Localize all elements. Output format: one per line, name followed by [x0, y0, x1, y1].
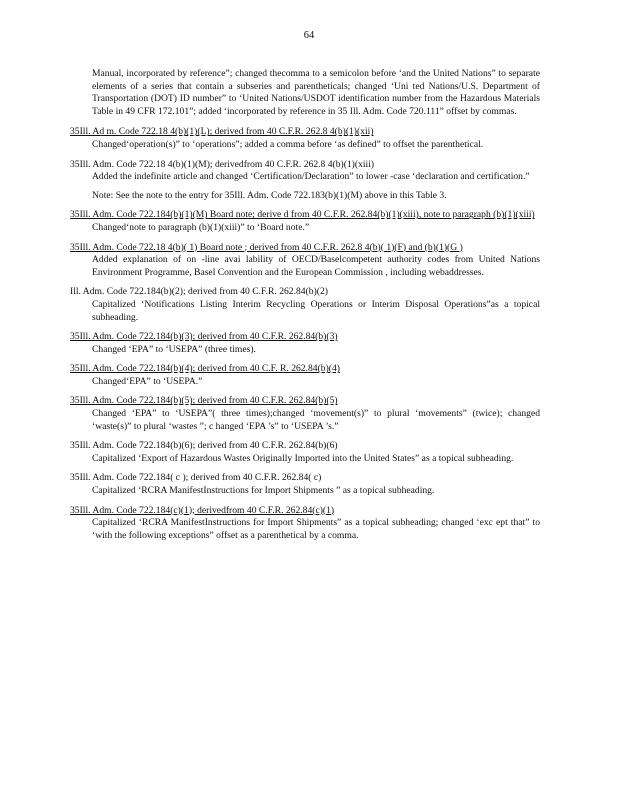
entry-heading: 35Ill. Adm. Code 722.184(b)(1)(M) Board note; derive d from 40 C.F.R. 262.84(b)(1)(xiii), note to paragraph (b)(1)(xiii) [70, 209, 535, 221]
entry-text: Added the indefinite article and changed ‘Certification/Declaration” to lower -case ‘declaration and certification.” [92, 171, 530, 183]
entry-heading: 35Ill. Ad m. Code 722.18 4(b)(1)(L); derived from 40 C.F.R. 262.8 4(b)(1)(xii) [70, 126, 374, 138]
entry [70, 363, 540, 388]
entry-text: Changed‘EPA” to ‘USEPA.” [92, 375, 203, 387]
entry-heading: 35Ill. Adm. Code 722.184(b)(3); derived from 40 C.F.R. 262.84(b)(3) [70, 331, 338, 343]
entry-heading: 35Ill. Adm. Code 722.184( c ); derived from 40 C.F.R. 262.84( c) [70, 472, 322, 484]
entry-note: Note: See the note to the entry for 35Ill. Adm. Code 722.183(b)(1)(M) above in this Table 3. [92, 189, 447, 201]
entry-heading: 35Ill. Adm. Code 722.18 4(b)(1)(M); derivedfrom 40 C.F.R. 262.8 4(b)(1)(xiii) [70, 158, 375, 170]
entry [70, 209, 540, 234]
intro-paragraph: Manual, incorporated by reference”; changed thecomma to a semicolon before ‘and the United Nations” to separate elements of a series that contain a subseries and parentheticals; changed ‘Uni ted Nations/U.S. Department of Transportation (DOT) ID number” to ‘United Nations/USDOT identification number from the Hazardous Materials Table in 49 CFR 172.101”; added ‘incorporated by reference in 35 Ill. Adm. Code 720.111” offset by commas. [92, 68, 540, 117]
entry-text: Changed‘note to paragraph (b)(1)(xiii)” to ‘Board note.” [92, 221, 310, 233]
entry-text: Changed‘operation(s)” to ‘operations”; added a comma before ‘as defined” to offset the parenthetical. [92, 138, 484, 150]
entry [70, 472, 540, 497]
entry-heading: 35Ill. Adm. Code 722.184(b)(4); derived from 40 C.F. R. 262.84(b)(4) [70, 363, 340, 375]
entry-heading: 35Ill. Adm. Code 722.18 4(b)( 1) Board note ; derived from 40 C.F.R. 262.8 4(b)( 1)(F) and (b)(1)(G ) [70, 241, 463, 253]
entry-text: Capitalized ‘Export of Hazardous Wastes Originally Imported into the United States” as a topical subheading. [92, 452, 514, 464]
entry [70, 505, 540, 543]
entry-text: Changed ‘EPA” to ‘USEPA” (three times). [92, 343, 256, 355]
entry-heading: Ill. Adm. Code 722.184(b)(2); derived from 40 C.F.R. 262.84(b)(2) [70, 286, 328, 298]
entry-text: Capitalized ‘RCRA ManifestInstructions for Import Shipments ” as a topical subheading. [92, 485, 435, 497]
entry-text: Changed ‘EPA” to ‘USEPA”( three times);changed ‘movement(s)” to plural ‘movements” (twice); changed ‘waste(s)” to plural ‘wastes ”; c hanged ‘EPA ’s” to ‘USEPA ’s.” [92, 408, 540, 432]
entry [70, 159, 540, 203]
entry [70, 126, 540, 151]
entry-text: Capitalized ‘RCRA ManifestInstructions for Import Shipments” as a topical subheading; changed ‘exc ept that” to ‘with the following exceptions” offset as a parenthetical by a comma. [92, 517, 540, 541]
entry [70, 286, 540, 324]
entry-text: Added explanation of on -line avai lability of OECD/Baselcompetent authority codes from United Nations Environment Programme, Basel Convention and the European Commission , including webaddresses. [92, 254, 540, 278]
entry [70, 440, 540, 465]
entry [70, 242, 540, 280]
entry-text: Capitalized ‘Notifications Listing Interim Recycling Operations or Interim Disposal Operations”as a topical subheading. [92, 298, 540, 323]
entry-heading: 35Ill. Adm. Code 722.184(c)(1); derivedfrom 40 C.F.R. 262.84(c)(1) [70, 504, 335, 516]
entry [70, 331, 540, 356]
document-body [70, 68, 540, 549]
entry-heading: 35Ill. Adm. Code 722.184(b)(6); derived from 40 C.F.R. 262.84(b)(6) [70, 440, 338, 452]
entry-heading: 35Ill. Adm. Code 722.184(b)(5); derived from 40 C.F.R. 262.84(b)(5) [70, 395, 338, 407]
entry [70, 395, 540, 433]
page-number: 64 [303, 30, 315, 41]
